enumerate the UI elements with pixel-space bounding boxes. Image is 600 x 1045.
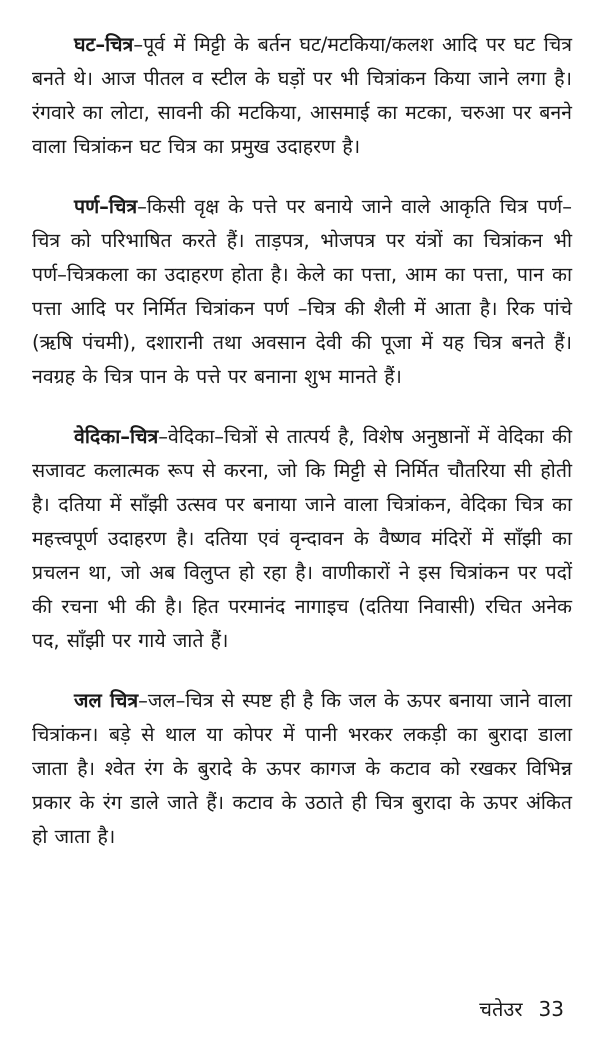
term-heading: जल चित्र [74, 689, 139, 712]
page-footer [479, 994, 564, 1024]
paragraph-ghat-chitra [32, 28, 572, 164]
term-heading: पर्ण–चित्र [74, 195, 138, 218]
paragraph-text: –पूर्व में मिट्टी के बर्तन घट/मटकिया/कलश आदि पर घट चित्र बनते थे। आज पीतल व स्टील के घड़ों पर भी चित्रांकन किया जाने लगा है। रंगवारे का लोटा, सावनी की मटकिया, आसमाई का मटका, चरुआ पर बनने वाला चित्रांकन घट चित्र का प्रमुख उदाहरण है। [32, 33, 572, 158]
paragraph-vedika-chitra [32, 420, 572, 658]
paragraph-text: –वेदिका–चित्रों से तात्पर्य है, विशेष अनुष्ठानों में वेदिका की सजावट कलात्मक रूप से करना, जो कि मिट्टी से निर्मित चौतरिया सी होती है। दतिया में साँझी उत्सव पर बनाया जाने वाला चित्रांकन, वेदिका चित्र का महत्त्वपूर्ण उदाहरण है। दतिया एवं वृन्दावन के वैष्णव मंदिरों में साँझी का प्रचलन था, जो अब विलुप्त हो रहा है। वाणीकारों ने इस चित्रांकन पर पदों की रचना भी की है। हित परमानंद नागाइच (दतिया निवासी) रचित अनेक पद, साँझी पर गाये जाते हैं। [32, 425, 572, 652]
paragraph-jal-chitra [32, 684, 572, 854]
paragraph-parn-chitra [32, 190, 572, 394]
paragraph-text: –किसी वृक्ष के पत्ते पर बनाये जाने वाले आकृति चित्र पर्ण–चित्र को परिभाषित करते हैं। ताड़पत्र, भोजपत्र पर यंत्रों का चित्रांकन भी पर्ण–चित्रकला का उदाहरण होता है। केले का पत्ता, आम का पत्ता, पान का पत्ता आदि पर निर्मित चित्रांकन पर्ण –चित्र की शैली में आता है। रिक पांचे (ऋषि पंचमी), दशारानी तथा अवसान देवी की पूजा में यह चित्र बनते हैं। नवग्रह के चित्र पान के पत्ते पर बनाना शुभ मानते हैं। [32, 195, 572, 388]
running-title: चतेउर [479, 997, 523, 1021]
term-heading: वेदिका–चित्र [74, 425, 159, 448]
paragraph-text: –जल–चित्र से स्पष्ट ही है कि जल के ऊपर बनाया जाने वाला चित्रांकन। बड़े से थाल या कोपर में पानी भरकर लकड़ी का बुरादा डाला जाता है। श्वेत रंग के बुरादे के ऊपर कागज के कटाव को रखकर विभिन्न प्रकार के रंग डाले जाते हैं। कटाव के उठाते ही चित्र बुरादा के ऊपर अंकित हो जाता है। [32, 689, 572, 848]
page-number: 33 [538, 997, 564, 1021]
term-heading: घट–चित्र [74, 33, 134, 56]
